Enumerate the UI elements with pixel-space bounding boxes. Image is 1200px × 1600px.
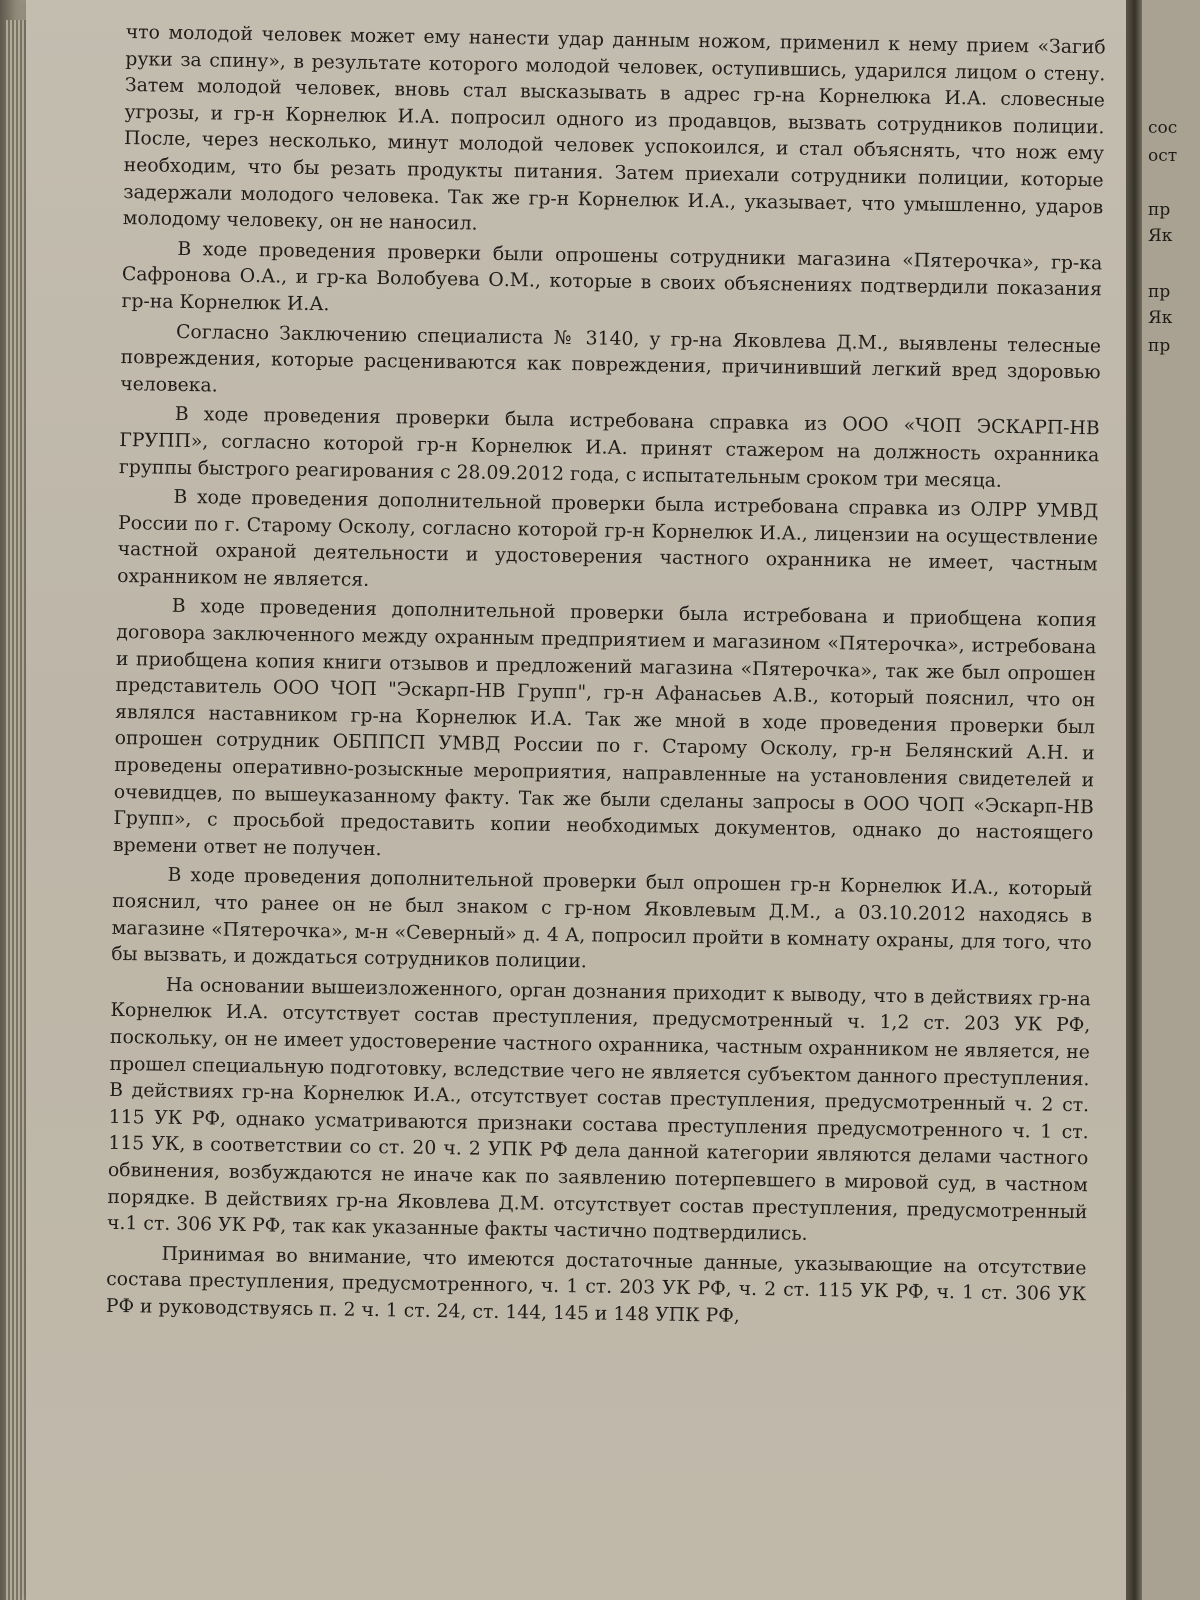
next-page-fragment: Як <box>1148 226 1173 246</box>
paragraph-conclusion: На основании вышеизложенного, орган дознания приходит к выводу, что в действиях гр-на Корнелюк И.А. отсутствует состав преступления, предусмотренный ч. 1,2 ст. 203 УК РФ, поскольку, он не имеет удостоверение частного охранника, частным охранником не является, не прошел специальную подготовку, вследствие чего не является субъектом данного преступления. В действиях гр-на Корнелюк И.А., отсутствует состав преступления, предусмотренный ч. 2 ст. 115 УК РФ, однако усматриваются признаки состава преступления предусмотренного ч. 1 ст. 115 УК, в соответствии со ст. 20 ч. 2 УПК РФ дела данной категории являются делами частного обвинения, возбуждаются не иначе как по заявлению потерпевшего в мировой суд, в частном порядке. В действиях гр-на Яковлева Д.М. отсутствует состав преступления, предусмотренный ч.1 ст. 306 УК РФ, так как указанные факты частично подтвердились. <box>106 974 1091 1245</box>
next-page-edge <box>1142 0 1200 1600</box>
next-page-fragment: ост <box>1148 146 1178 166</box>
next-page-fragment: сос <box>1148 118 1178 138</box>
page-gutter-shadow <box>1126 0 1142 1600</box>
next-page-fragment: пр <box>1148 336 1171 356</box>
paragraph-decision-basis: Принимая во внимание, что имеются достаточные данные, указывающие на отсутствие состава преступления, предусмотренного, ч. 1 ст. 203 УК РФ, ч. 2 ст. 115 УК РФ, ч. 1 ст. 306 УК РФ и руководствуясь п. 2 ч. 1 ст. 24, ст. 144, 145 и 148 УПК РФ, <box>105 1243 1087 1327</box>
document-page <box>26 0 1126 1600</box>
paragraph-additional-questioning: В ходе проведения дополнительной проверки был опрошен гр-н Корнелюк И.А., который пояснил, что ранее он не был знаком с гр-ном Яковлевым Д.М., а 03.10.2012 находясь в магазине «Пятерочка», м-н «Северный» д. 4 А, попросил пройти в комнату охраны, для того, что бы вызвать, и дождаться сотрудников полиции. <box>111 865 1093 973</box>
paragraph-olrr-certificate: В ходе проведения дополнительной проверки была истребована справка из ОЛРР УМВД России по г. Старому Осколу, согласно которой гр-н Корнелюк И.А., лицензии на осуществление частной охраной деятельности и удостоверения частного охранника не имеет, частным охранником не является. <box>117 486 1099 591</box>
paragraph-contract-copies: В ходе проведения дополнительной проверки была истребована и приобщена копия договора заключенного между охранным предприятием и магазином «Пятерочка», истребована и приобщена копия книги отзывов и предложений магазина «Пятерочка», так же был опрошен представитель ООО ЧОП "Эскарп-НВ Групп", гр-н Афанасьев А.В., который пояснил, что он являлся наставником гр-на Корнелюк И.А. Так же мной в ходе проведения проверки был опрошен сотрудник ОБППСП УМВД России по г. Старому Осколу, гр-н Белянский А.Н. и проведены оперативно-розыскные мероприятия, направленные на установления свидетелей и очевидцев, по вышеуказанному факту. Так же были сделаны запросы в ООО ЧОП «Эскарп-НВ Групп», с просьбой предоставить копии необходимых документов, однако до настоящего времени ответ не получен. <box>112 596 1097 860</box>
next-page-fragment: пр <box>1148 282 1171 302</box>
paragraph-specialist-conclusion: Согласно Заключению специалиста № 3140, у гр-на Яковлева Д.М., выявлены телесные повреждения, которые расцениваются как повреждения, причинивший легкий вред здоровью человека. <box>120 321 1102 397</box>
paragraph-store-staff-questioned: В ходе проведения проверки были опрошены сотрудники магазина «Пятерочка», гр-ка Сафронова О.А., и гр-ка Волобуева О.М., которые в своих объяснениях подтвердили показания гр-на Корнелюк И.А. <box>121 238 1103 316</box>
document-body <box>103 20 1106 1495</box>
paragraph-continuation: что молодой человек может ему нанести удар данным ножом, применил к нему прием «Загиб руки за спину», в результате которого молодой человек, оступившись, ударился лицом о стену. Затем молодой человек, вновь стал высказывать в адрес гр-на Корнелюка И.А. словесные угрозы, и гр-н Корнелюк И.А. попросил одного из продавцов, вызвать сотрудников полиции. После, через несколько, минут молодой человек успокоился, и стал объяснять, что нож ему необходим, что бы резать продукты питания. Затем приехали сотрудники полиции, которые задержали молодого человека. Так же гр-н Корнелюк И.А., указывает, что умышленно, ударов молодому человеку, он не наносил. <box>122 21 1106 235</box>
next-page-fragment: пр <box>1148 200 1171 220</box>
paragraph-chop-certificate: В ходе проведения проверки была истребована справка из ООО «ЧОП ЭСКАРП-НВ ГРУПП», согласно которой гр-н Корнелюк И.А. принят стажером на должность охранника группы быстрого реагирования с 28.09.2012 года, с испытательным сроком три месяца. <box>118 404 1100 492</box>
next-page-fragment: Як <box>1148 308 1173 328</box>
